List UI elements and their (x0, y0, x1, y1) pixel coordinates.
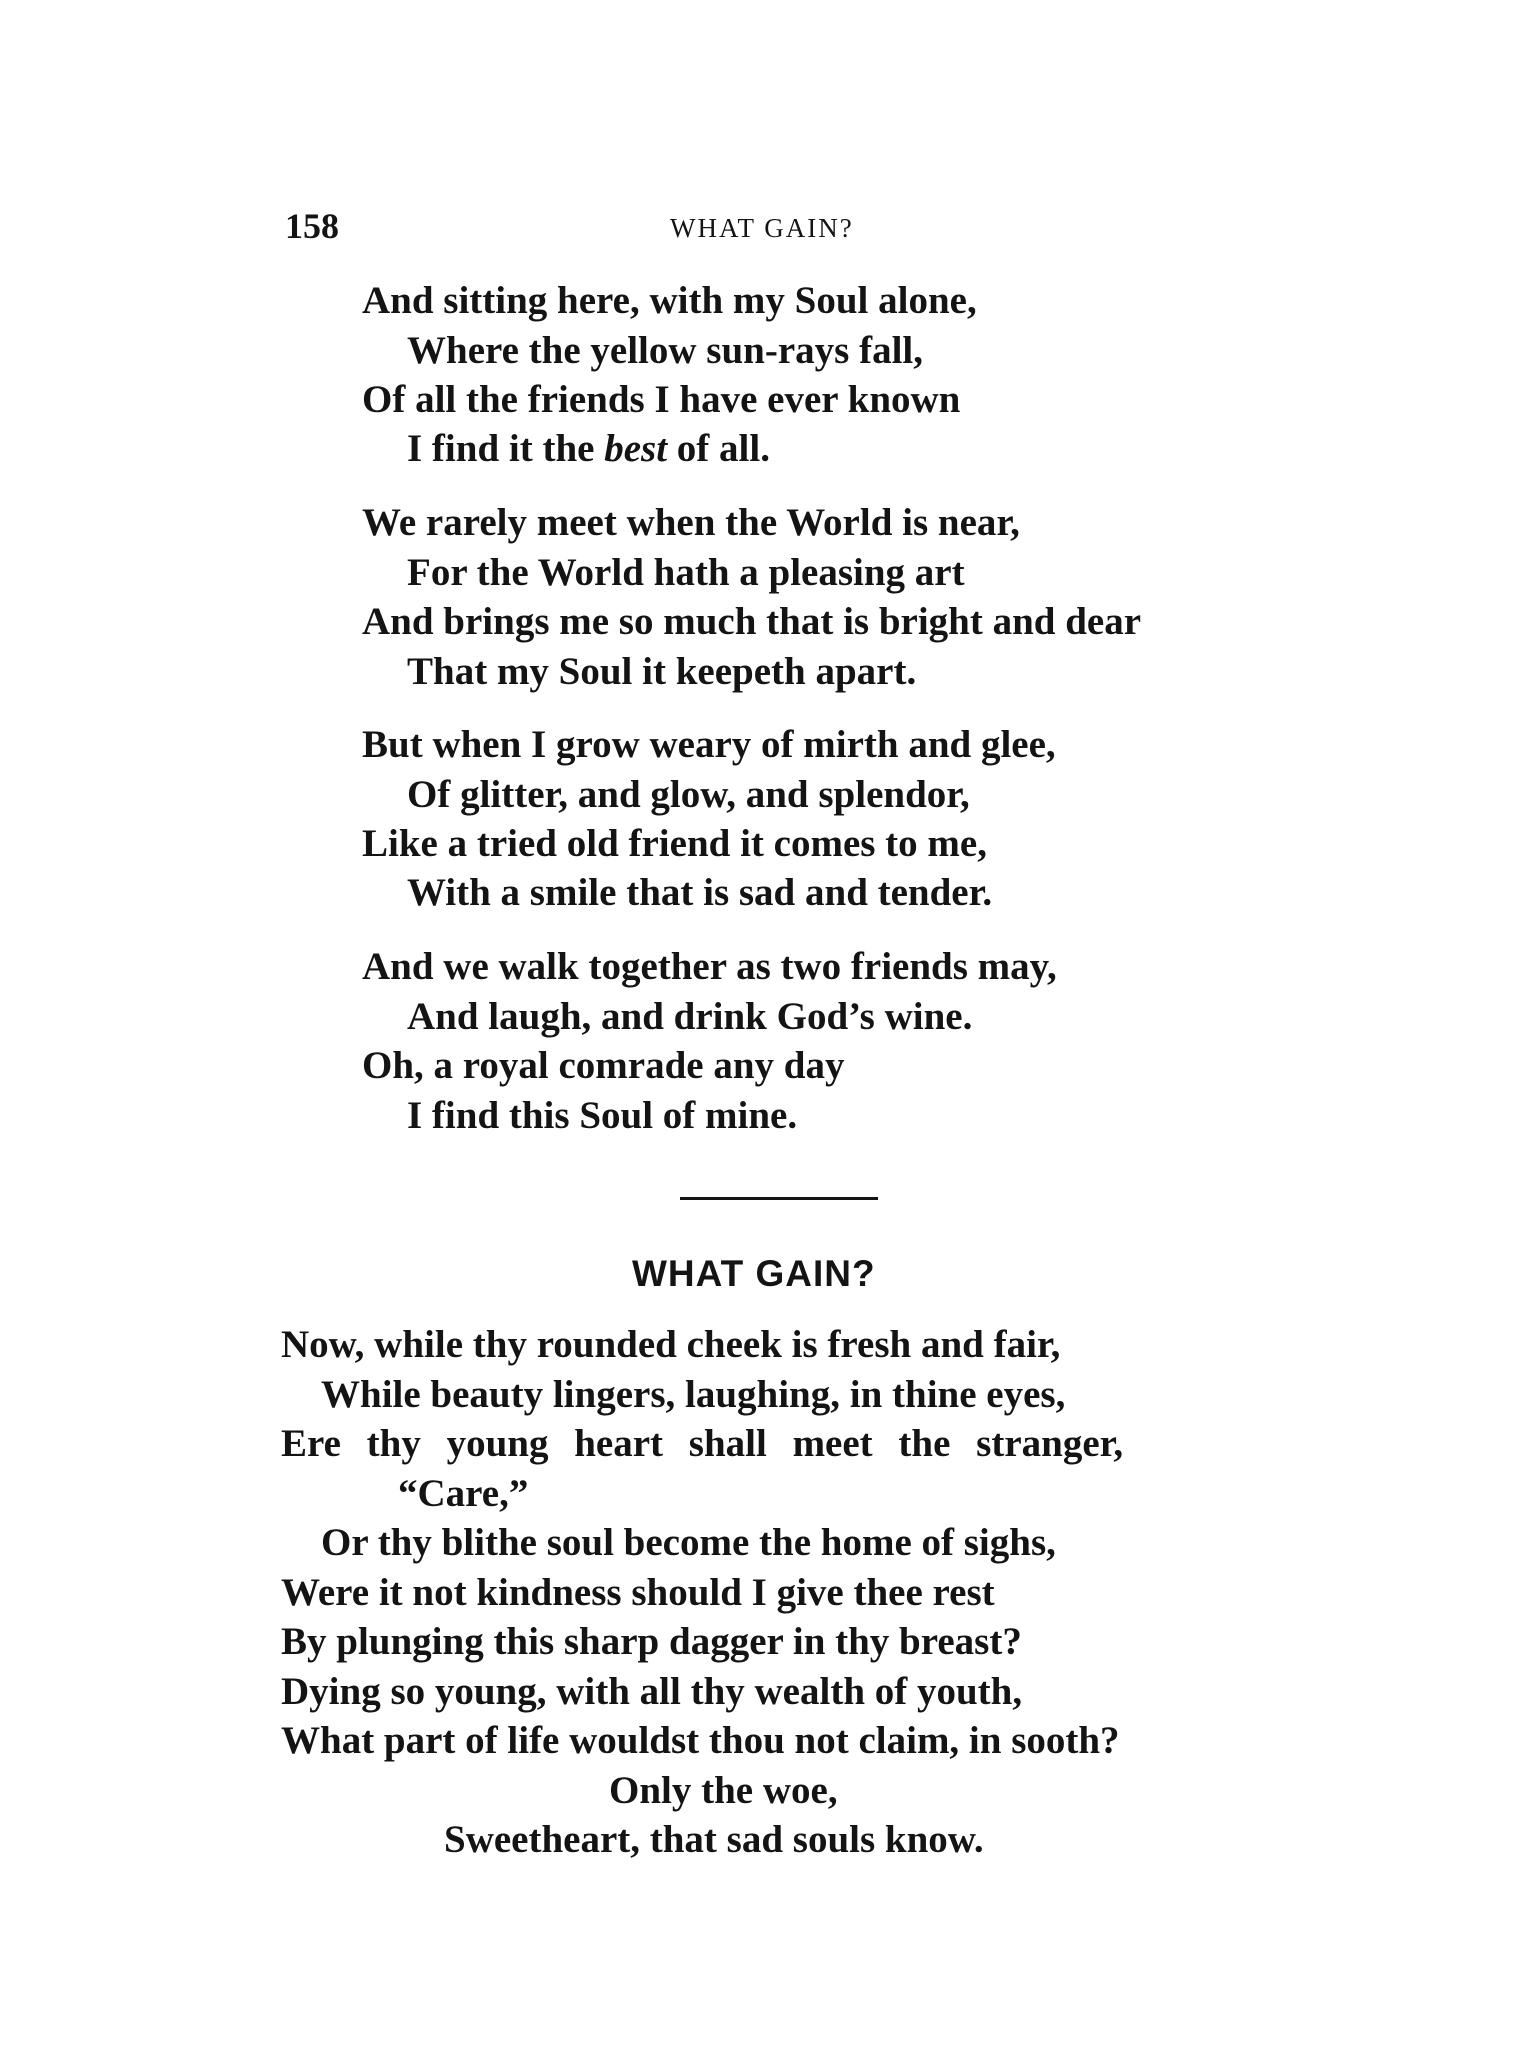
poem-line: I find this Soul of mine. (407, 1094, 798, 1137)
poem-line: Like a tried old friend it comes to me, (362, 822, 987, 865)
poem-line: And laugh, and drink God’s wine. (407, 995, 973, 1038)
poem-line: Or thy blithe soul become the home of sighs, (321, 1521, 1056, 1564)
poem-line: For the World hath a pleasing art (407, 551, 965, 594)
poem-line: What part of life wouldst thou not claim, in sooth? (281, 1719, 1120, 1762)
poem-line: Dying so young, with all thy wealth of youth, (281, 1670, 1023, 1713)
poem-line: Where the yellow sun-rays fall, (407, 329, 923, 372)
page-number: 158 (285, 206, 339, 246)
section-divider (680, 1197, 878, 1200)
poem-line: By plunging this sharp dagger in thy breast? (281, 1620, 1022, 1663)
poem-line: While beauty lingers, laughing, in thine eyes, (321, 1373, 1066, 1416)
poem-line-end: of all. (667, 427, 770, 470)
poem-line: And we walk together as two friends may, (362, 945, 1057, 988)
poem-line-start: I find it the (407, 427, 605, 470)
poem-line: “Care,” (398, 1472, 529, 1515)
poem-line: We rarely meet when the World is near, (362, 501, 1020, 544)
poem-line: Only the woe, (609, 1769, 838, 1812)
poem-line: That my Soul it keepeth apart. (407, 650, 917, 693)
poem-title: WHAT GAIN? (632, 1253, 876, 1294)
poem-line: But when I grow weary of mirth and glee, (362, 723, 1056, 766)
poem-line: With a smile that is sad and tender. (407, 871, 993, 914)
poem-line: Were it not kindness should I give thee rest (281, 1571, 995, 1614)
poem-line: Sweetheart, that sad souls know. (444, 1818, 984, 1861)
poem-line: Now, while thy rounded cheek is fresh and fair, (281, 1323, 1061, 1366)
poem-line: Of all the friends I have ever known (362, 378, 961, 421)
emphasized-word: best (604, 427, 668, 470)
poem-line: And brings me so much that is bright and dear (362, 600, 1142, 643)
running-title: WHAT GAIN? (670, 213, 854, 243)
poem-line: And sitting here, with my Soul alone, (362, 279, 977, 322)
poem-line: Oh, a royal comrade any day (362, 1044, 845, 1087)
running-head (285, 205, 1285, 255)
poem-line: Ere thy young heart shall meet the stranger, (281, 1422, 1124, 1465)
poem-line: Of glitter, and glow, and splendor, (407, 773, 970, 816)
poem-line (407, 429, 770, 468)
